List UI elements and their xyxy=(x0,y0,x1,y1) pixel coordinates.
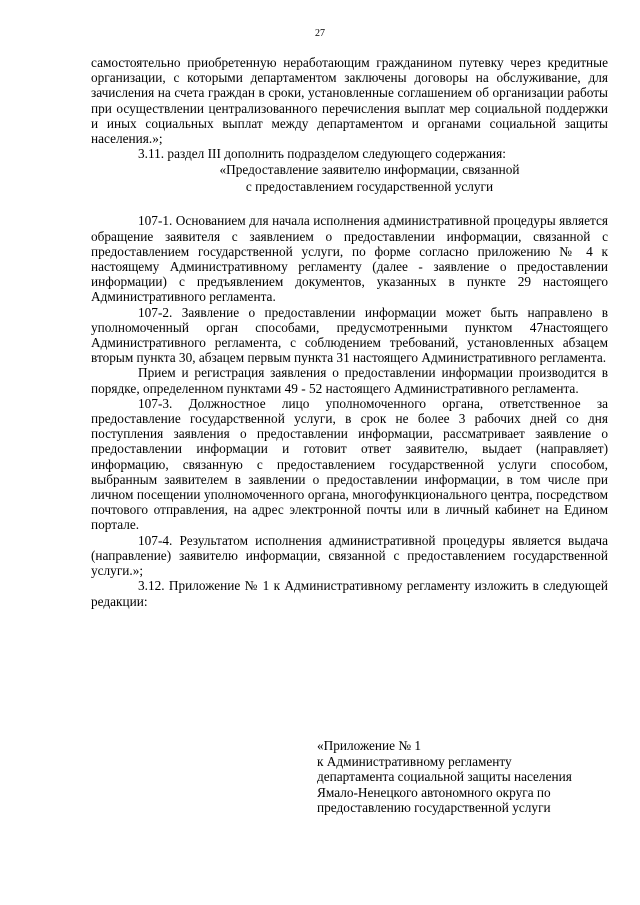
appendix-line: «Приложение № 1 xyxy=(317,738,421,753)
subsection-title-line-1: «Предоставление заявителю информации, связанной xyxy=(219,162,520,178)
appendix-line: Ямало-Ненецкого автономного округа по xyxy=(317,784,551,800)
paragraph-3-11: 3.11. раздел III дополнить подразделом следующего содержания: xyxy=(138,146,506,162)
paragraph-3-12: 3.12. Приложение № 1 к Административному регламенту изложить в следующей редакции: xyxy=(91,578,608,609)
appendix-line: предоставлению государственной услуги xyxy=(317,800,551,816)
paragraph-continuation: самостоятельно приобретенную неработающим гражданином путевку через кредитные организации, с которыми департаментом заключены договоры на обслуживание, для зачисления на счета граждан в сроки, установленные соглашением об организации работы при осуществлении централизованного перечисления выплат мер социальной поддержки и иных социальных выплат между департаментом и органами социальной защиты населения.»; xyxy=(91,55,608,147)
appendix-line: департамента социальной защиты населения xyxy=(317,769,572,785)
paragraph-107-2-reception: Прием и регистрация заявления о предоставлении информации производится в порядке, определенном пунктами 49 - 52 настоящего Административного регламента. xyxy=(91,365,608,396)
paragraph-107-3: 107-3. Должностное лицо уполномоченного органа, ответственное за предоставление государственной услуги, в срок не более 3 рабочих дней со дня поступления заявления о предоставлении информации, рассматривает заявление о предоставлении информации и готовит ответ заявителю, выдает (направляет) информацию, связанную с предоставлением государственной услуги способом, выбранным заявителем в заявлении о предоставлении информации, в том числе при личном посещении уполномоченного органа, многофункционального центра, посредством почтового отправления, на адрес электронной почты или в личный кабинет на Едином портале. xyxy=(91,395,608,533)
subsection-title-line-2: с предоставлением государственной услуги xyxy=(245,179,494,195)
paragraph-107-2: 107-2. Заявление о предоставлении информации может быть направлено в уполномоченный орган способами, предусмотренными пунктом 47настоящего Административного регламента, с соблюдением требований, установленных абзацем вторым пункта 30, абзацем первым пункта 31 настоящего Административного регламента. xyxy=(91,304,608,366)
document-body xyxy=(91,55,608,609)
appendix-line: к Административному регламенту xyxy=(317,753,512,769)
page-number: 27 xyxy=(315,28,325,39)
spacer xyxy=(91,195,608,213)
paragraph-107-1: 107-1. Основанием для начала исполнения административной процедуры является обращение заявителя с заявлением о предоставлении информации, связанной с предоставлением государственной услуги, по форме согласно приложению № 4 к настоящему Административному регламенту (далее - заявление о предоставлении информации) с предъявлением документов, указанных в пункте 29 настоящего Административного регламента. xyxy=(91,213,608,305)
paragraph-107-4: 107-4. Результатом исполнения административной процедуры является выдача (направление) заявителю информации, связанной с предоставлением государственной услуги.»; xyxy=(91,532,608,579)
appendix-heading xyxy=(317,738,617,816)
